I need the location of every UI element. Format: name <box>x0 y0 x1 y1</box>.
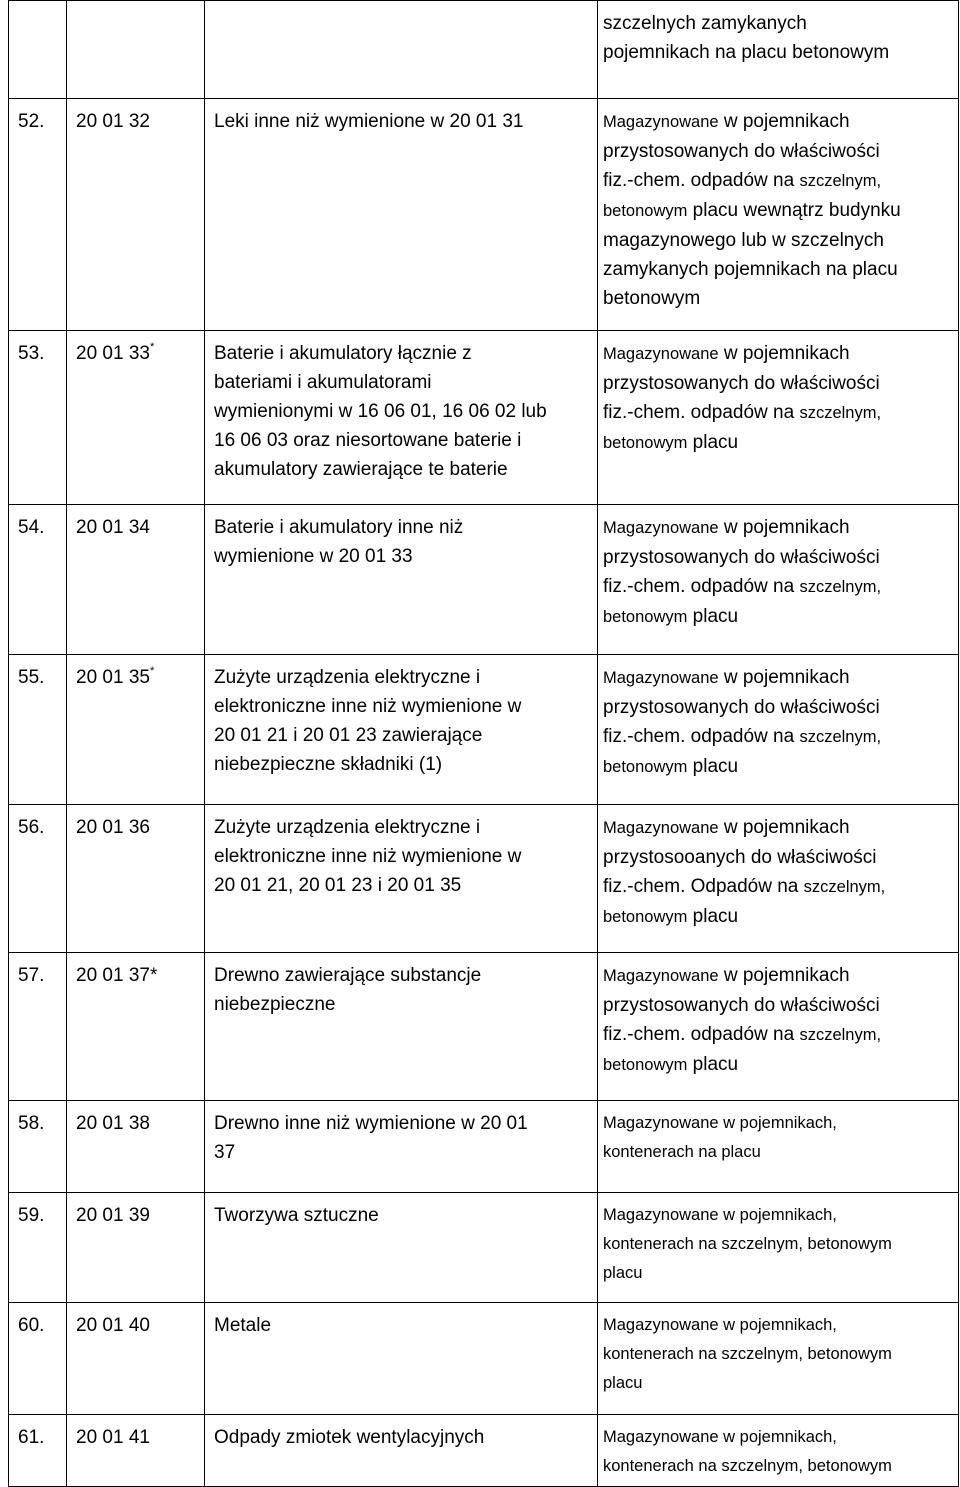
description-text: przystosowanych do właściwości <box>603 697 880 718</box>
table-row <box>9 655 959 805</box>
row-number: 59. <box>18 1205 45 1226</box>
cell-padding <box>18 805 66 813</box>
description-text: przystosooanych do właściwości <box>603 847 877 868</box>
description-line <box>603 1452 958 1481</box>
waste-code <box>76 107 204 136</box>
waste-code <box>76 339 204 368</box>
waste-code-cell <box>67 99 205 331</box>
description-line <box>603 752 958 782</box>
row-number-cell <box>9 99 67 331</box>
description-text: w pojemnikach <box>718 517 850 538</box>
description-line <box>603 602 958 632</box>
description-line <box>603 902 958 932</box>
row-number: 57. <box>18 965 45 986</box>
description-text: Magazynowane <box>603 345 719 363</box>
waste-code-text: 20 01 37* <box>76 965 158 986</box>
description-line <box>603 872 958 902</box>
waste-code-text: 20 01 34 <box>76 517 150 538</box>
storage-description-cell <box>598 805 959 953</box>
description-text: Magazynowane w pojemnikach, <box>603 1114 837 1132</box>
description-text: przystosowanych do właściwości <box>603 547 880 568</box>
waste-code-text: 20 01 35 <box>76 667 150 688</box>
description-text: betonowym <box>603 758 688 776</box>
description-line <box>603 843 958 872</box>
waste-name-line: Leki inne niż wymienione w 20 01 31 <box>214 111 524 132</box>
description-line <box>603 1050 958 1080</box>
description-text: kontenerach na szczelnym, betonowym <box>603 1235 892 1253</box>
row-number-cell <box>9 1303 67 1415</box>
row-number: 56. <box>18 817 45 838</box>
table-row <box>9 1101 959 1193</box>
description-text: Magazynowane <box>603 819 719 837</box>
row-number-cell <box>9 1 67 99</box>
storage-description-cell <box>598 1 959 99</box>
description-text: fiz.-chem. Odpadów na <box>603 876 804 897</box>
description-text: Magazynowane w pojemnikach, <box>603 1206 837 1224</box>
waste-name-cell <box>205 505 598 655</box>
cell-padding <box>214 1193 593 1201</box>
waste-name-line: 20 01 21 i 20 01 23 zawierające <box>214 725 483 746</box>
description-text: fiz.-chem. odpadów na <box>603 170 800 191</box>
description-line: pojemnikach na placu betonowym <box>603 42 890 63</box>
cell-padding <box>214 953 593 961</box>
description-line <box>603 1423 958 1452</box>
waste-name-line: Drewno zawierające substancje <box>214 965 482 986</box>
description-text: Magazynowane <box>603 669 719 687</box>
description-line <box>603 1020 958 1050</box>
waste-name-line: Baterie i akumulatory inne niż <box>214 517 464 538</box>
cell-padding <box>603 953 958 961</box>
cell-padding <box>18 99 66 107</box>
description-text: placu wewnątrz budynku <box>687 200 901 221</box>
description-line <box>603 196 958 226</box>
description-line <box>603 1369 958 1398</box>
waste-name-line: Tworzywa sztuczne <box>214 1205 379 1226</box>
description-text: szczelnym, <box>799 172 882 190</box>
row-number-cell <box>9 655 67 805</box>
cell-padding <box>214 331 593 339</box>
cell-padding <box>603 805 958 813</box>
waste-code-text: 20 01 33 <box>76 343 150 364</box>
description-text: szczelnym, <box>799 578 882 596</box>
cell-padding <box>76 1303 204 1311</box>
waste-code <box>76 663 204 692</box>
description-line <box>603 543 958 572</box>
cell-padding <box>76 1415 204 1423</box>
cell-padding <box>18 953 66 961</box>
waste-code-cell <box>67 1193 205 1303</box>
waste-code <box>76 1109 204 1138</box>
waste-name-line: 37 <box>214 1142 236 1163</box>
cell-padding <box>603 1415 958 1423</box>
description-text: fiz.-chem. odpadów na <box>603 402 800 423</box>
description-line: szczelnych zamykanych <box>603 13 807 34</box>
description-text: w pojemnikach <box>718 817 850 838</box>
waste-code-text: 20 01 36 <box>76 817 150 838</box>
cell-padding <box>603 1193 958 1201</box>
waste-code-cell <box>67 505 205 655</box>
description-text: fiz.-chem. odpadów na <box>603 726 800 747</box>
waste-name-cell <box>205 1193 598 1303</box>
description-text: kontenerach na placu <box>603 1143 761 1161</box>
description-text: betonowym <box>603 202 688 220</box>
description-text: szczelnym, <box>799 728 882 746</box>
description-line <box>603 398 958 428</box>
cell-padding <box>18 655 66 663</box>
waste-code-cell <box>67 1415 205 1487</box>
waste-code <box>76 813 204 842</box>
description-text: szczelnym, <box>799 1026 882 1044</box>
description-text: Magazynowane w pojemnikach, <box>603 1316 837 1334</box>
waste-code-cell <box>67 805 205 953</box>
description-text: w pojemnikach <box>718 343 850 364</box>
cell-padding <box>603 1303 958 1311</box>
row-number-cell <box>9 1193 67 1303</box>
waste-name-line: elektroniczne inne niż wymienione w <box>214 846 522 867</box>
waste-code-text: 20 01 40 <box>76 1315 150 1336</box>
cell-padding <box>76 953 204 961</box>
cell-padding <box>18 1193 66 1201</box>
waste-code-cell <box>67 655 205 805</box>
description-line <box>603 137 958 166</box>
description-line <box>603 226 958 255</box>
waste-code <box>76 1201 204 1230</box>
storage-description-cell <box>598 1101 959 1193</box>
cell-padding <box>18 331 66 339</box>
description-text: placu <box>603 1264 643 1282</box>
row-number-cell <box>9 505 67 655</box>
row-number-cell <box>9 1415 67 1487</box>
storage-description-cell <box>598 99 959 331</box>
waste-code-text: 20 01 41 <box>76 1427 150 1448</box>
description-line <box>603 107 958 137</box>
row-number: 55. <box>18 667 45 688</box>
description-text: przystosowanych do właściwości <box>603 141 880 162</box>
cell-padding <box>76 99 204 107</box>
description-line <box>603 813 958 843</box>
description-line <box>603 513 958 543</box>
cell-padding <box>214 805 593 813</box>
storage-description-cell <box>598 1415 959 1487</box>
cell-padding <box>18 505 66 513</box>
description-line <box>603 722 958 752</box>
description-text: w pojemnikach <box>718 667 850 688</box>
cell-padding <box>603 505 958 513</box>
waste-name-cell <box>205 99 598 331</box>
cell-padding <box>603 331 958 339</box>
waste-name-line: Metale <box>214 1315 272 1336</box>
cell-padding <box>603 1101 958 1109</box>
waste-table-body <box>9 1 959 1487</box>
cell-padding <box>76 1101 204 1109</box>
cell-padding <box>214 1303 593 1311</box>
description-line <box>603 1311 958 1340</box>
description-text: betonowym <box>603 608 688 626</box>
cell-padding <box>603 655 958 663</box>
waste-name-line: Drewno inne niż wymienione w 20 01 <box>214 1113 528 1134</box>
cell-padding <box>214 505 593 513</box>
waste-name-cell <box>205 1101 598 1193</box>
description-text: magazynowego lub w szczelnych <box>603 230 884 251</box>
description-line <box>603 255 958 284</box>
description-line <box>603 1259 958 1288</box>
description-line <box>603 961 958 991</box>
cell-padding <box>603 99 958 107</box>
table-row <box>9 1415 959 1487</box>
row-number-cell <box>9 331 67 505</box>
description-text: Magazynowane <box>603 967 719 985</box>
waste-name-cell <box>205 1 598 99</box>
description-text: szczelnym, <box>803 878 886 896</box>
description-line <box>603 284 958 313</box>
waste-code-cell <box>67 1101 205 1193</box>
description-text: betonowym <box>603 434 688 452</box>
description-line <box>603 1230 958 1259</box>
description-text: betonowym <box>603 908 688 926</box>
description-text: betonowym <box>603 1056 688 1074</box>
description-text: szczelnym, <box>799 404 882 422</box>
waste-code-text: 20 01 39 <box>76 1205 150 1226</box>
waste-name-line: wymienionymi w 16 06 01, 16 06 02 lub <box>214 401 547 422</box>
waste-name-line: Baterie i akumulatory łącznie z <box>214 343 472 364</box>
cell-padding <box>76 331 204 339</box>
table-row <box>9 331 959 505</box>
waste-code <box>76 1423 204 1452</box>
row-number-cell <box>9 1101 67 1193</box>
cell-padding <box>214 99 593 107</box>
description-text: placu <box>687 756 739 777</box>
description-text: kontenerach na szczelnym, betonowym <box>603 1457 892 1475</box>
row-number: 52. <box>18 111 45 132</box>
description-text: w pojemnikach <box>718 965 850 986</box>
waste-name-line: Zużyte urządzenia elektryczne i <box>214 817 481 838</box>
waste-name-line: niebezpieczne <box>214 994 336 1015</box>
waste-code-text: 20 01 32 <box>76 111 150 132</box>
waste-name-cell <box>205 655 598 805</box>
description-text: zamykanych pojemnikach na placu <box>603 259 898 280</box>
description-text: fiz.-chem. odpadów na <box>603 1024 800 1045</box>
waste-name-line: bateriami i akumulatorami <box>214 372 432 393</box>
cell-padding <box>18 1415 66 1423</box>
description-text: kontenerach na szczelnym, betonowym <box>603 1345 892 1363</box>
description-text: Magazynowane <box>603 519 719 537</box>
description-line <box>603 1340 958 1369</box>
table-row <box>9 1303 959 1415</box>
waste-code-cell <box>67 1 205 99</box>
waste-name-line: elektroniczne inne niż wymienione w <box>214 696 522 717</box>
description-line <box>603 339 958 369</box>
waste-name-line: 16 06 03 oraz niesortowane baterie i <box>214 430 522 451</box>
cell-padding <box>18 1303 66 1311</box>
row-number: 60. <box>18 1315 45 1336</box>
waste-name-cell <box>205 805 598 953</box>
storage-description-cell <box>598 953 959 1101</box>
row-number: 58. <box>18 1113 45 1134</box>
waste-name-cell <box>205 1303 598 1415</box>
storage-description-cell <box>598 1193 959 1303</box>
row-number: 54. <box>18 517 45 538</box>
table-row <box>9 1193 959 1303</box>
description-line <box>603 572 958 602</box>
waste-code-cell <box>67 953 205 1101</box>
row-number: 53. <box>18 343 45 364</box>
waste-code <box>76 1311 204 1340</box>
waste-table <box>8 0 959 1487</box>
description-line <box>603 428 958 458</box>
table-row <box>9 953 959 1101</box>
waste-name-cell <box>205 953 598 1101</box>
cell-padding <box>214 1101 593 1109</box>
cell-padding <box>76 655 204 663</box>
waste-code <box>76 961 204 990</box>
waste-code-cell <box>67 331 205 505</box>
description-text: placu <box>687 1054 739 1075</box>
storage-description-cell <box>598 505 959 655</box>
cell-padding <box>18 1101 66 1109</box>
description-text: przystosowanych do właściwości <box>603 995 880 1016</box>
description-text: przystosowanych do właściwości <box>603 373 880 394</box>
waste-name-line: wymienione w 20 01 33 <box>214 546 413 567</box>
description-text: Magazynowane w pojemnikach, <box>603 1428 837 1446</box>
description-text: placu <box>687 606 739 627</box>
description-line <box>603 991 958 1020</box>
waste-code <box>76 513 204 542</box>
description-text: Magazynowane <box>603 113 719 131</box>
description-line <box>603 1201 958 1230</box>
table-row <box>9 805 959 953</box>
waste-name-line: Zużyte urządzenia elektryczne i <box>214 667 481 688</box>
table-row <box>9 99 959 331</box>
description-line <box>603 166 958 196</box>
waste-name-cell <box>205 331 598 505</box>
waste-name-line: akumulatory zawierające te baterie <box>214 459 508 480</box>
waste-code-cell <box>67 1303 205 1415</box>
description-line <box>603 1109 958 1138</box>
table-row <box>9 505 959 655</box>
row-number-cell <box>9 953 67 1101</box>
cell-padding <box>76 805 204 813</box>
description-text: placu <box>687 432 739 453</box>
cell-padding <box>214 655 593 663</box>
description-text: placu <box>687 906 739 927</box>
waste-code-text: 20 01 38 <box>76 1113 150 1134</box>
description-text: fiz.-chem. odpadów na <box>603 576 800 597</box>
table-row <box>9 1 959 99</box>
cell-padding <box>76 1193 204 1201</box>
storage-description-cell <box>598 331 959 505</box>
description-line <box>603 1138 958 1167</box>
waste-name-line: niebezpieczne składniki (1) <box>214 754 443 775</box>
waste-name-cell <box>205 1415 598 1487</box>
description-line <box>603 693 958 722</box>
cell-padding <box>76 505 204 513</box>
row-number: 61. <box>18 1427 45 1448</box>
waste-name-line: Odpady zmiotek wentylacyjnych <box>214 1427 485 1448</box>
description-line <box>603 369 958 398</box>
waste-name-line: 20 01 21, 20 01 23 i 20 01 35 <box>214 875 462 896</box>
storage-description-cell <box>598 655 959 805</box>
hazardous-marker: * <box>149 341 155 353</box>
storage-description-cell <box>598 1303 959 1415</box>
hazardous-marker: * <box>149 665 155 677</box>
row-number-cell <box>9 805 67 953</box>
description-text: w pojemnikach <box>718 111 850 132</box>
cell-padding <box>214 1415 593 1423</box>
description-text: placu <box>603 1374 643 1392</box>
description-text: betonowym <box>603 288 701 309</box>
description-line <box>603 663 958 693</box>
